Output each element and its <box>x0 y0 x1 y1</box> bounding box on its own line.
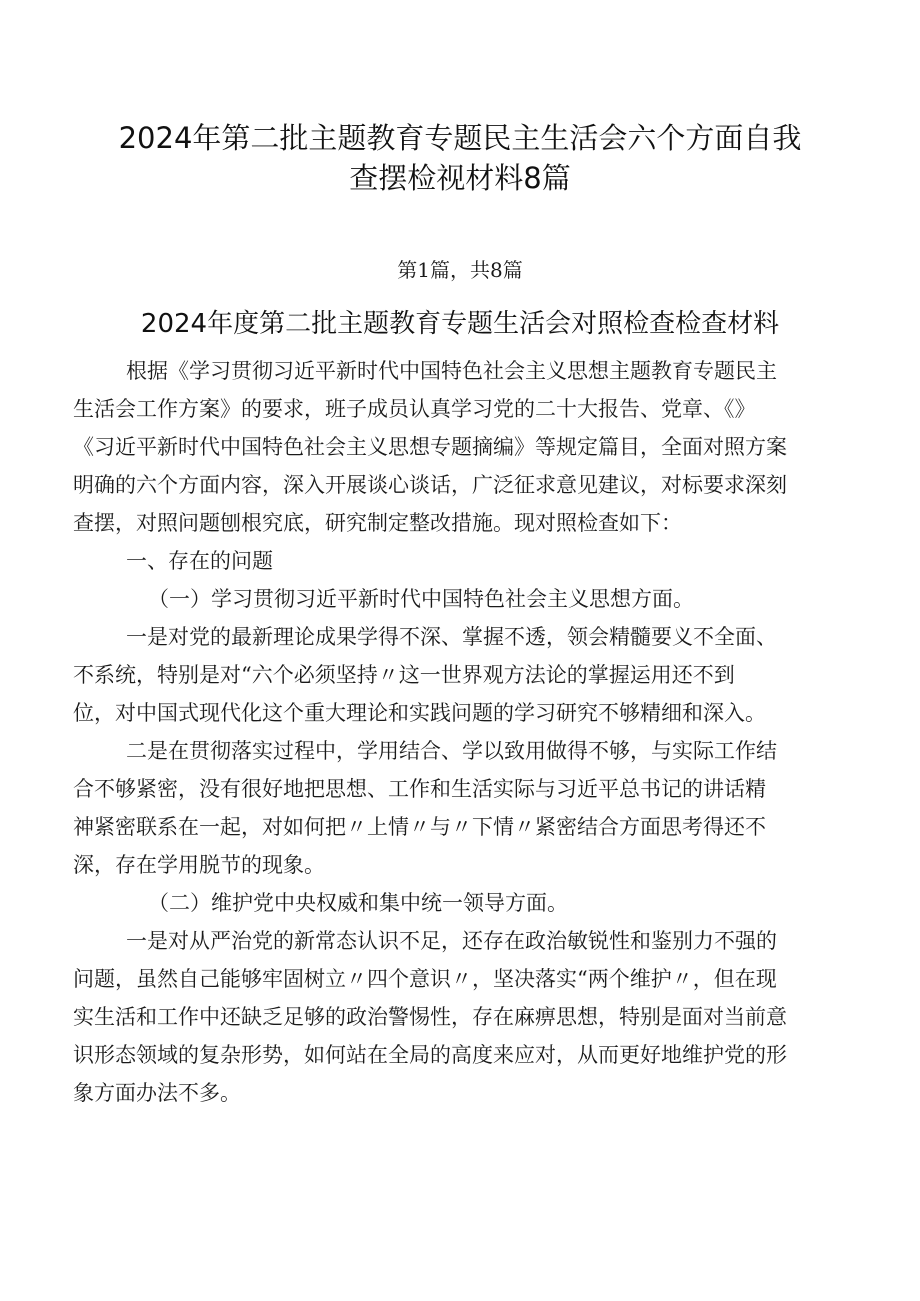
body-line: 合不够紧密，没有很好地把思想、工作和生活实际与习近平总书记的讲话精 <box>73 777 766 801</box>
body-line: 查摆，对照问题刨根究底，研究制定整改措施。现对照检查如下： <box>73 511 682 535</box>
body-line: 一是对从严治党的新常态认识不足，还存在政治敏锐性和鉴别力不强的 <box>126 929 777 953</box>
body-line: 识形态领域的复杂形势，如何站在全局的高度来应对，从而更好地维护党的形 <box>73 1043 787 1067</box>
body-line: 不系统，特别是对“六个必须坚持〃这一世界观方法论的掌握运用还不到 <box>73 663 735 687</box>
body-line: 二是在贯彻落实过程中，学用结合、学以致用做得不够，与实际工作结 <box>126 739 777 763</box>
body-line: 根据《学习贯彻习近平新时代中国特色社会主义思想主题教育专题民主 <box>126 359 777 383</box>
body-line: 象方面办法不多。 <box>73 1081 241 1105</box>
body-line: 实生活和工作中还缺乏足够的政治警惕性，存在麻痹思想，特别是面对当前意 <box>73 1005 787 1029</box>
subsection-heading: （一）学习贯彻习近平新时代中国特色社会主义思想方面。 <box>148 587 694 611</box>
article-count: 第1篇，共8篇 <box>397 258 523 282</box>
body-line: 位，对中国式现代化这个重大理论和实践问题的学习研究不够精细和深入。 <box>73 701 766 725</box>
body-line: 明确的六个方面内容，深入开展谈心谈话，广泛征求意见建议，对标要求深刻 <box>73 473 787 497</box>
body-line: 问题，虽然自己能够牢固树立〃四个意识〃，坚决落实“两个维护〃，但在现 <box>73 967 777 991</box>
subsection-heading: （二）维护党中央权威和集中统一领导方面。 <box>148 891 568 915</box>
body-line: 《习近平新时代中国特色社会主义思想专题摘编》等规定篇目，全面对照方案 <box>73 435 787 459</box>
body-line: 深，存在学用脱节的现象。 <box>73 853 325 877</box>
main-title-line-1: 2024年第二批主题教育专题民主生活会六个方面自我 <box>118 121 802 155</box>
main-title-line-2: 查摆检视材料8篇 <box>349 161 571 195</box>
article-title: 2024年度第二批主题教育专题生活会对照检查检查材料 <box>140 309 780 339</box>
body-line: 生活会工作方案》的要求，班子成员认真学习党的二十大报告、党章、《》 <box>73 397 756 421</box>
body-line: 神紧密联系在一起，对如何把〃上情〃与〃下情〃紧密结合方面思考得还不 <box>73 815 766 839</box>
body-line: 一是对党的最新理论成果学得不深、掌握不透，领会精髓要义不全面、 <box>126 625 777 649</box>
section-heading: 一、存在的问题 <box>126 549 273 573</box>
